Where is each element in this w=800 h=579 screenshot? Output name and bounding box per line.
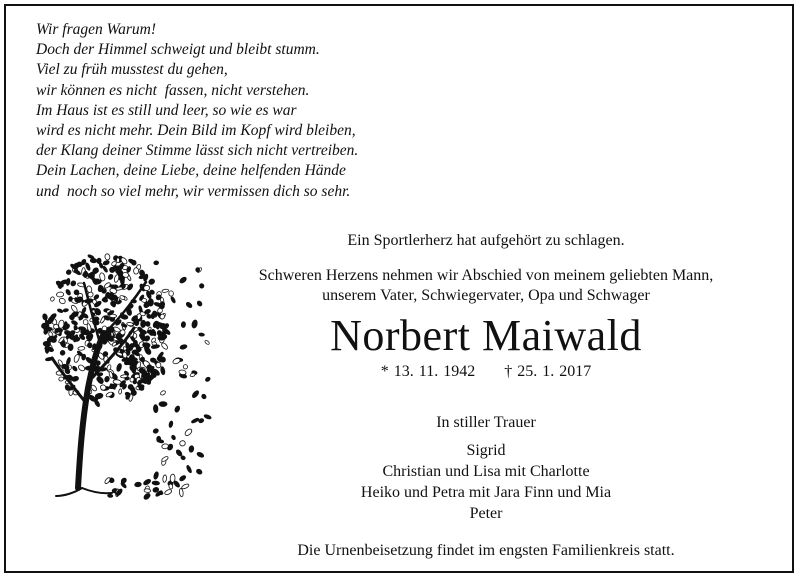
obituary-notice (4, 4, 794, 573)
poem-line: wir können es nicht fassen, nicht verstehen. (36, 81, 310, 99)
poem-line: Wir fragen Warum! (36, 21, 156, 38)
burial-notice: Die Urnenbeisetzung findet im engsten Familienkreis statt. (297, 542, 675, 559)
deceased-name: Norbert Maiwald (330, 311, 642, 360)
poem-line: Doch der Himmel schweigt und bleibt stumm. (36, 41, 320, 59)
death-date: † 25. 1. 2017 (504, 363, 592, 380)
intro-text: Ein Sportlerherz hat aufgehört zu schlagen. (347, 232, 625, 249)
poem-line: Dein Lachen, deine Liebe, deine helfenden Hände (36, 162, 346, 180)
poem-line: wird es nicht mehr. Dein Bild im Kopf wird bleiben, (36, 122, 356, 140)
mourning-label: In stiller Trauer (436, 414, 536, 431)
poem (36, 20, 358, 202)
family-member: Peter (469, 505, 503, 522)
family-member: Heiko und Petra mit Jara Finn und Mia (360, 484, 612, 501)
tree-illustration (34, 238, 224, 508)
poem-line: Im Haus ist es still und leer, so wie es war (36, 101, 297, 119)
farewell-line: Schweren Herzens nehmen wir Abschied von meinem geliebten Mann, (258, 267, 714, 284)
poem-line: und noch so viel mehr, wir vermissen dich so sehr. (36, 182, 351, 200)
birth-date: * 13. 11. 1942 (380, 363, 476, 380)
poem-line: der Klang deiner Stimme lässt sich nicht vertreiben. (36, 142, 359, 160)
farewell-text (226, 266, 746, 306)
farewell-line: unserem Vater, Schwiegervater, Opa und Schwager (322, 287, 650, 304)
family-member: Christian und Lisa mit Charlotte (382, 463, 590, 480)
poem-line: Viel zu früh musstest du gehen, (36, 61, 228, 79)
tree-icon (34, 238, 224, 508)
family-member: Sigrid (466, 442, 506, 459)
life-dates (226, 363, 746, 381)
family-list (226, 440, 746, 524)
